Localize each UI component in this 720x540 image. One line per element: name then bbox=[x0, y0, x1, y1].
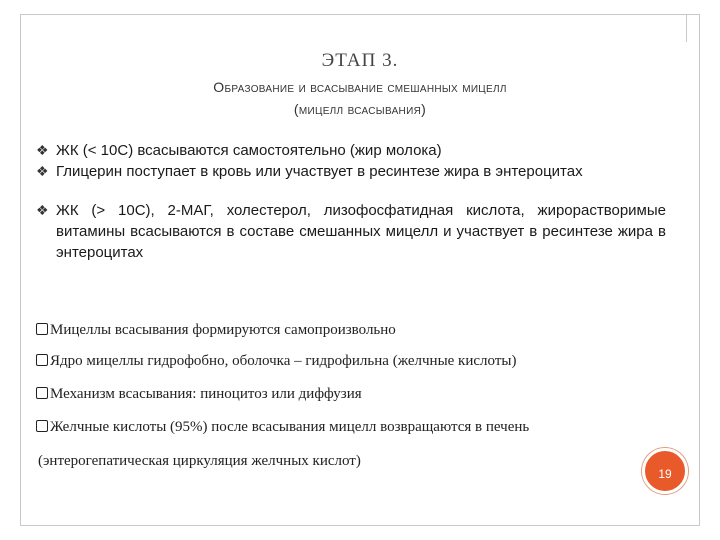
bullet-text: Глицерин поступает в кровь или участвует в ресинтезе жира в энтероцитах bbox=[56, 163, 583, 180]
list-item bbox=[36, 353, 516, 370]
diamond-bullet-icon: ❖ bbox=[36, 163, 49, 179]
slide-subtitle-line2: (мицелл всасывания) bbox=[293, 101, 427, 117]
bullet-text: ЖК (< 10С) всасываются самостоятельно (жир молока) bbox=[56, 142, 442, 159]
list-item-text: Ядро мицеллы гидрофобно, оболочка – гидрофильна (желчные кислоты) bbox=[50, 353, 517, 369]
list-item-text: Механизм всасывания: пиноцитоз или диффузия bbox=[50, 386, 362, 402]
diamond-bullet-icon: ❖ bbox=[36, 202, 49, 218]
list-item-text: Желчные кислоты (95%) после всасывания мицелл возвращаются в печень bbox=[50, 419, 530, 435]
page-number-badge: 19 bbox=[642, 448, 688, 494]
square-bullet-icon bbox=[36, 354, 48, 366]
list-item-continuation: (энтерогепатическая циркуляция желчных кислот) bbox=[38, 453, 361, 469]
list-item bbox=[36, 419, 529, 436]
diamond-bullet-icon: ❖ bbox=[36, 142, 49, 158]
slide-subtitle-line1: Образование и всасывание смешанных мицелл bbox=[213, 79, 507, 95]
square-bullet-icon bbox=[36, 420, 48, 432]
bullet-item bbox=[36, 161, 666, 182]
list-item-text: Мицеллы всасывания формируются самопроизвольно bbox=[50, 322, 396, 338]
square-bullet-icon bbox=[36, 387, 48, 399]
bullet-list bbox=[36, 140, 666, 263]
frame-corner-mark bbox=[686, 14, 695, 42]
square-bullet-icon bbox=[36, 323, 48, 335]
slide-title: ЭТАП 3. bbox=[321, 50, 399, 71]
list-item bbox=[36, 386, 362, 403]
bullet-text: ЖК (> 10С), 2-МАГ, холестерол, лизофосфатидная кислота, жирорастворимые витамины всасываются в составе смешанных мицелл и участвует в ресинтезе жира в энтероцитах bbox=[56, 202, 666, 261]
bullet-item bbox=[36, 140, 666, 161]
bullet-item bbox=[36, 200, 666, 263]
list-item bbox=[36, 322, 396, 339]
